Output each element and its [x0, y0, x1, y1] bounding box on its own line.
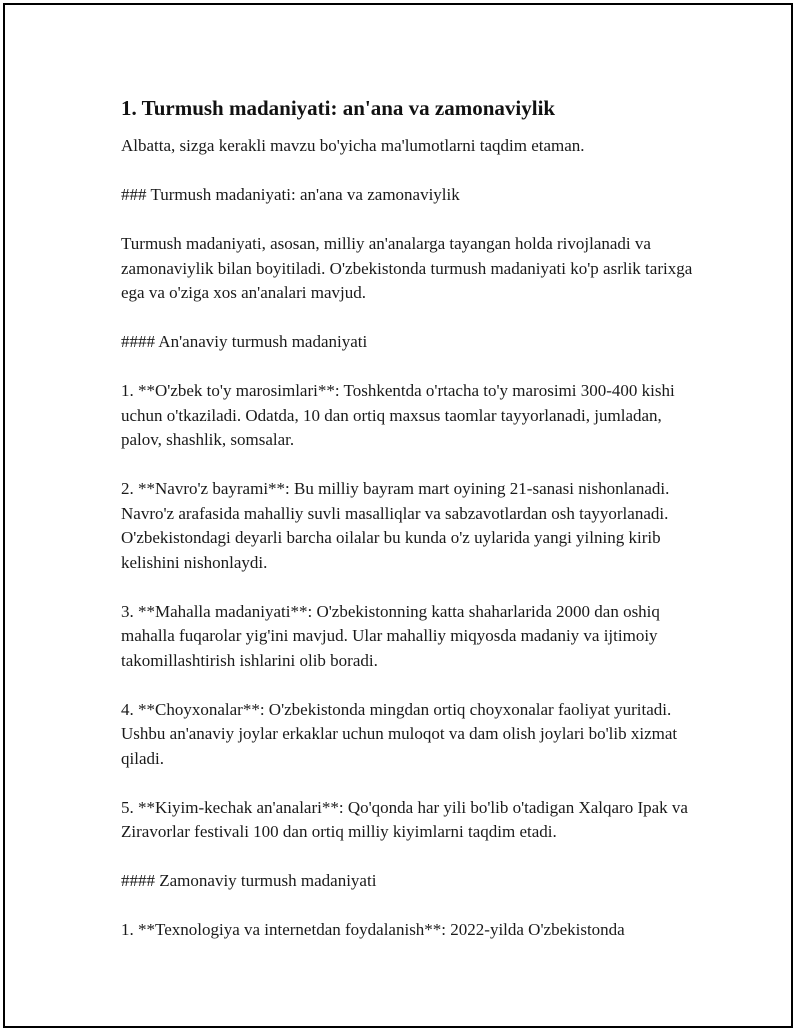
page-frame [3, 3, 793, 1028]
overview-paragraph: Turmush madaniyati, asosan, milliy an'analarga tayangan holda rivojlanadi va zamonaviylik bilan boyitiladi. O'zbekistonda turmush madaniyati ko'p asrlik tarixga ega va o'ziga xos an'analari mavjud. [121, 234, 693, 302]
list-item-navruz: 2. **Navro'z bayrami**: Bu milliy bayram mart oyining 21-sanasi nishonlanadi. Navro'z arafasida mahalliy suvli masalliqlar va sabzavotlardan osh tayyorlanadi. O'zbekistondagi deyarli barcha oilalar bu kunda o'z uylarida yangi yilning kirib kelishini nishonlaydi. [121, 479, 670, 572]
list-item-clothing: 5. **Kiyim-kechak an'analari**: Qo'qonda har yili bo'lib o'tadigan Xalqaro Ipak va Ziravorlar festivali 100 dan ortiq milliy kiyimlarni taqdim etadi. [121, 797, 688, 841]
list-item-mahalla: 3. **Mahalla madaniyati**: O'zbekistonning katta shaharlarida 2000 dan oshiq mahalla fuqarolar yig'ini mavjud. Ular mahalliy miqyosda madaniy va ijtimoiy takomillashtirish ishlarini olib boradi. [121, 601, 660, 670]
list-item-technology: 1. **Texnologiya va internetdan foydalanish**: 2022-yilda O'zbekistonda [121, 920, 625, 939]
heading-line: ### Turmush madaniyati: an'ana va zamonaviylik [121, 185, 460, 204]
document-title: 1. Turmush madaniyati: an'ana va zamonaviylik [121, 96, 556, 120]
intro-paragraph: Albatta, sizga kerakli mavzu bo'yicha ma'lumotlarni taqdim etaman. [121, 136, 585, 155]
list-item-wedding: 1. **O'zbek to'y marosimlari**: Toshkentda o'rtacha to'y marosimi 300-400 kishi uchun o'tkaziladi. Odatda, 10 dan ortiq maxsus taomlar tayyorlanadi, jumladan, palov, shashlik, somsalar. [121, 381, 675, 449]
list-item-teahouses: 4. **Choyxonalar**: O'zbekistonda mingdan ortiq choyxonalar faoliyat yuritadi. Ushbu an'anaviy joylar erkaklar uchun muloqot va dam olish joylari bo'lib xizmat qiladi. [121, 699, 678, 768]
document-body [121, 93, 701, 967]
subheading-traditional: #### An'anaviy turmush madaniyati [121, 332, 368, 351]
subheading-modern: #### Zamonaviy turmush madaniyati [121, 871, 377, 890]
